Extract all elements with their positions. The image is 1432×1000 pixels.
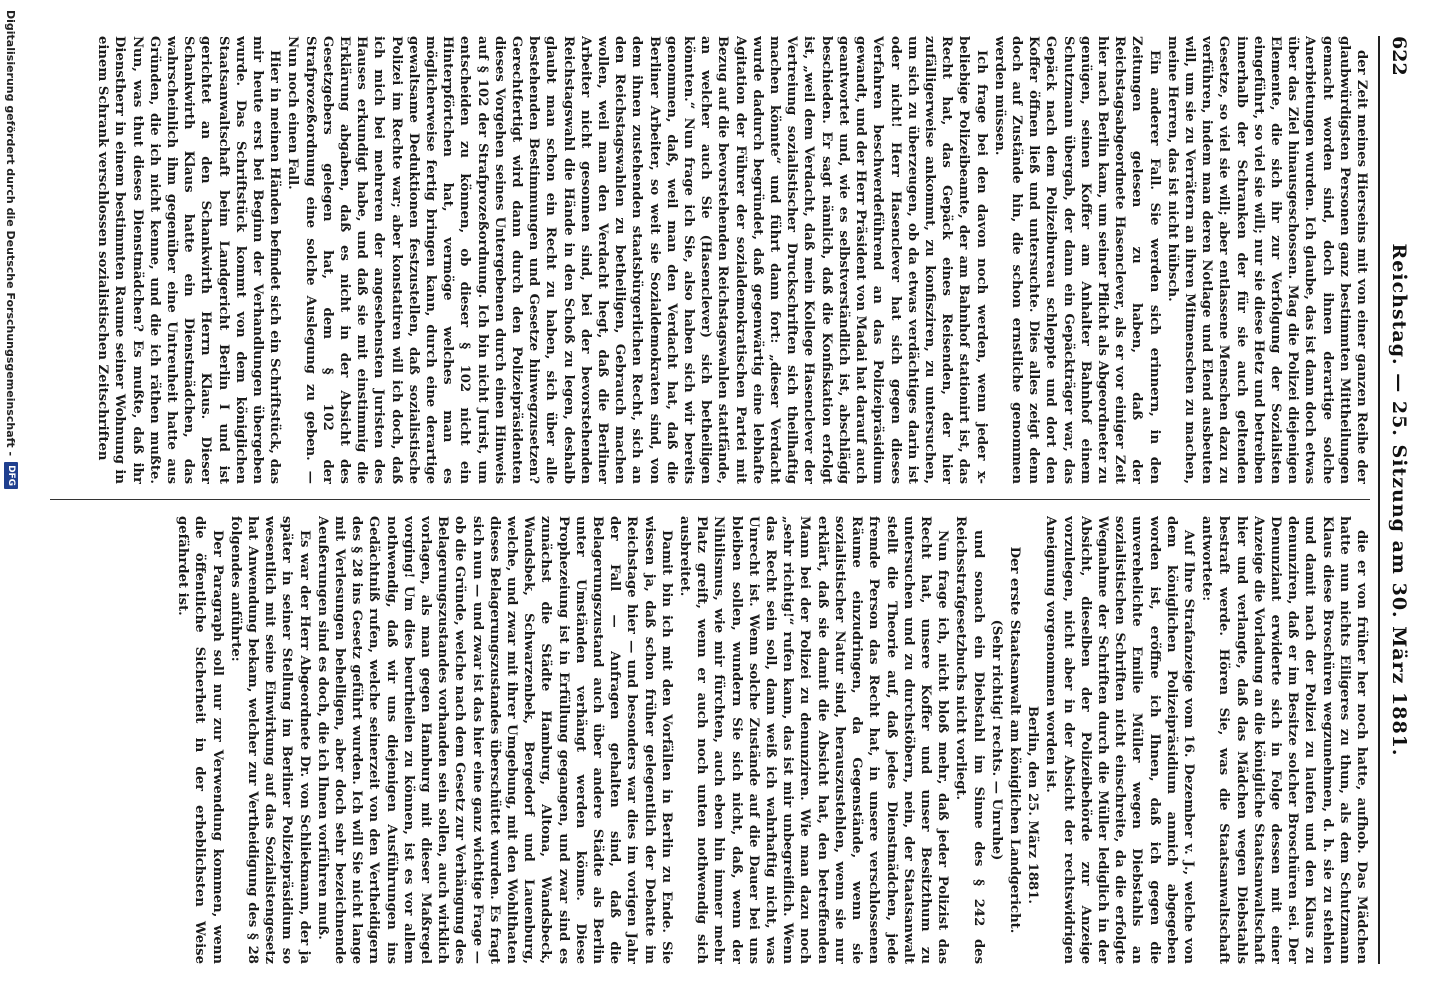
running-head: Reichstag. — 25. Sitzung am 30. März 1881. <box>1388 243 1410 757</box>
paragraph: Ich frage bei den davon noch werden, wenn jeder x-beliebige Polizeibeamte, der am Bahnhof stationirt ist, das Recht hat, das Gepäck eines Reisenden, der hier zufälligerweise ankommt, zu konfisziren, zu untersuchen, um sich zu überzeugen, ob da etwas verdächtiges darin ist oder nicht! Herr Hasenclever hat sich gegen dieses Verfahren beschwerdeführend an das Polizeipräsidium gewandt, und der Herr Präsident von Madai hat darauf auch geantwortet und, wie es selbstverständlich ist, abschlägig beschieden. Er sagt nämlich, daß die Konfiskation erfolgt ist, „weil dem Verdacht, daß mein Kollege Hasenclever der Vertreiung sozialistischer Druckschriften sich theilhaftig machen könnte“ und führt dann fort: „dieser Verdacht wurde dadurch begründet, daß gegenwärtig eine lebhafte Agitation der Führer der sozialdemokratischen Partei mit Bezug auf die bevorstehenden Reichstagswahlen stattfände, an welcher auch Sie (Hasenclever) sich betheiligen könnten.“ Nun frage ich Sie, also haben sich wir bereits genommen, daß, weil man den Verdacht hat, daß die Berliner Arbeiter, so weit sie Sozialdemokraten sind, von dem ihnen zustehenden staatsbürgerlichen Recht, sich an den Reichstagswahlen zu betheiligen, Gebrauch machen wollen, weil man den Verdacht hegt, daß die Berliner Arbeiter nicht gesonnen sind, bei der bevorstehenden Reichstagswahl die Hände in den Schoß zu legen, deshalb glaubt man schon ein Recht zu haben, sich über alle bestehenden Bestimmungen und Gesetze hinwegzusetzen? Gerechtfertigt wird dann durch den Polizeipräsidenten dieses Vorgehen seines Untergebenen durch einen Hinweis auf § 102 der Strafprozeßordnung. Ich bin nicht Jurist, um entscheiden zu können, ob dieser § 102 nicht ein Hinterpförtchen hat, vermöge welches man es möglicherweise fertig bringen kann, durch eine derartige gewaltsame Deduktionen festzustellen, daß sozialistische Polizei im Rechte war; aber konstatiren will ich doch, daß ich mich bei mehreren der angesehensten Juristen des Hauses erkundigt habe, und daß sie mit einstimmig die Erklärung abgaben, daß es nicht in der Absicht des Gesetzgebers gelegen hat, dem § 102 der Strafprozeßordnung eine solche Auslegung zu geben. — Nun noch einen Fall. <box>285 36 989 484</box>
digitization-footer <box>0 0 20 1000</box>
interjection: (Sehr richtig! rechts. — Unruhe) <box>988 619 1004 861</box>
right-column <box>40 516 1370 964</box>
paragraph: Nun frage ich, nicht bloß mehr, daß jeder Polizist das Recht hat, unsere Koffer und unser Besitzthum zu untersuchen und zu durchstöbern, nein, der Staatsanwalt stellt die Theorie auf, daß jedes Dienstmädchen, jede fremde Person das Recht hat, in unsere verschlossenen Räume einzudringen, da Gegenstände, wenn sie sozialistischer Natur sind, herauszustehlen, wenn sie nur erklärt, daß sie damit die Absicht hat, den betreffenden Mann bei der Polizei zu denunziren. Wie man dazu noch „sehr richtig!“ rufen kann, das ist mir unbegreiflich. Wenn das Recht sein soll, dann weiß ich wahrhaftig nicht, was Unrecht ist. Wenn solche Zustände auf die Dauer bei uns bleiben sollen, wundern Sie sich nicht, daß, wenn der Nihilismus, wie mir fürchten, auch eben hin immer mehr Platz greift, wenn er auch noch unten nothwendig sich ausbreitet. <box>677 516 951 964</box>
letter-signature: Der erste Staatsanwalt am königlichen Landgericht. <box>1006 546 1022 934</box>
paragraph: Ein anderer Fall. Sie werden sich erinnern, in den Zeitungen gelesen zu haben, daß der Reichstagsabgeordnete Hasenclever, als er vor einiger Zeit hier nach Berlin kam, um seiner Pflicht als Abgeordneter zu genügen, seinen Koffer am Anhalter Bahnhof einem Schutzmann übergab, der dann ein Gepäckträger war, das Gepäck nach dem Polizeibureau schleppte und dort den Koffer öffnen ließ und untersuchte. Dies alles zeigt denn doch auf Zustände hin, die schon ernstliche genommen werden müssen. <box>991 36 1162 484</box>
header-rule <box>1378 36 1380 964</box>
paragraph: Damit bin ich mit den Vorfällen in Berlin zu Ende. Sie wissen ja, daß schon früher gelegentlich der Debatte im Reichstage hier — und besonders war dies im vorigen Jahr der Fall — Anfragen gehalten sind, daß die Belagerungszustand auch über andere Städte als Berlin unter Umständen verhängt werden könne. Diese Prophezeiung ist in Erfüllung gegangen, und zwar sind es zunächst die Städte Hamburg, Altona, Wandsbeck, Wandsbek, Schwarzenbek, Bergedorf und Lauenburg, welche, und zwar mit ihrer Umgebung, mit den Wohlthaten dieses Belagerungszustandes überschüttet wurden. Es fragt sich nun — und zwar ist das hier eine ganz wichtige Frage — ob die Gründe, welche nach dem Gesetz zur Verhängung des Belagerungszustandes vorhanden sein sollen, auch wirklich vorlagen, als man gegen Hamburg mit dieser Maßregel vorging! Um dies beurtheilen zu können, ist es vor allem nothwendig, daß wir uns diejenigen Ausführungen ins Gedächtniß rufen, welche seinerzeit von den Vertheidigern des § 28 ins Gesetz geführt wurden. Ich will Sie nicht lange mit Verlesungen behelligen, aber doch sehr bezeichnende Aeußerungen sind es doch, die ich Ihnen vorführen muß. <box>314 516 674 964</box>
dfg-logo-icon: DFG <box>4 462 18 489</box>
paragraph: Es war der Herr Abgeordnete Dr. von Schliekmann, der ja später in seiner Stellung im Berliner Polizeipräsidium so wesentlich mit seine Einwirkung auf das Sozialistengesetz hat Anwendung bekam, welcher zur Vertheidigung des § 28 folgendes anführte: <box>227 516 312 964</box>
funding-note: Digitalisierung gefördert durch die Deutsche Forschungsgemeinschaft - <box>4 10 18 457</box>
left-column <box>40 36 1370 484</box>
column-divider <box>50 499 1370 500</box>
quoted-letter: Auf Ihre Strafanzeige vom 16. Dezember v. J., welche von dem königlichen Polizeipräsidium anmich abgegeben worden ist, eröffne ich Ihnen, daß ich gegen die unverehelichte Emilie Müller wegen Diebstahls an sozialistischen Schriften nicht einschreite, da die erfolgte Wegnahme der Schriften durch die Müller lediglich in der Absicht, dieselben der Polizeibehörde zur Anzeige vorzulegen, nicht aber in der Absicht der rechtswidrigen Aneignung vorgenommen worden ist. <box>1043 516 1196 964</box>
paragraph: der Zeit meines Hierseins mit von einer ganzen Reihe der glaubwürdigsten Personen ganz bestimmten Mittheilungen gemacht worden sind, doch ihnen derartige solche Anerbietungen wurden. Ich glaube, das ist dann doch etwas über das Ziel hinausgeschossen. Mag die Polizei diejenigen Elemente, die sich ihr zur Verfolgung der Sozialisten eingeführt, so viel sie will; nur sie diese Hetz und betreiben innerhalb der Schranken der für sie auch geltenden Gesetze, so viel sie will; aber entlassene Menschen dazu zu verführen, indem man deren Notlage und Elend ausbeuten will, um sie zu Verrätern an ihren Mitmenschen zu machen, meine Herren, das ist nicht hübsch. <box>1164 36 1369 484</box>
paragraph: die er von früher her noch hatte, aufhob. Das Mädchen hatte nun nichts Eiligeres zu thun, als dem Schutzmann Klaus diese Broschüren wegzunehmen, d. h. sie zu stehlen und damit nach der Polizei zu laufen und den Klaus zu denunziren, daß er im Besitze solcher Broschüren sei. Der Denunziant erwiderte sich in Folge dessen mit einer Anzeige die Vorladung an die königliche Staatsanwaltschaft hier und verlangte, daß das Mädchen wegen Diebstahls bestraft werde. Hören Sie, was die Staatsanwaltschaft antwortete: <box>1199 516 1369 964</box>
quotation: Der Paragraph soll nur zur Verwendung kommen, wenn die öffentliche Sicherheit in der erheblichsten Weise gefährdet ist. <box>175 516 225 964</box>
paragraph: und sonach ein Diebstahl im Sinne des § 242 des Reichsstrafgesetzbuchs nicht vorliegt. <box>953 516 986 964</box>
paragraph: Hier in meinen Händen befindet sich ein Schriftstück, das mir heute erst bei Beginn der Verhandlungen übergeben wurde. Das Schriftstück kommt von dem königlichen Staatsanwaltschaft beim Landgericht Berlin I und ist gerichtet an den Schankwirth Herrn Klaus. Dieser Schankwirth Klaus hatte ein Dienstmädchen, das wahrscheinlich ihm gegenüber eine Untreuheit hatte aus Gründen, die ich nicht kenne, und die ich räthen mußte. Nun, was thut dieses Dienstmädchen? Es mußte, daß ihr Dienstherr in einem bestimmten Raume seiner Wohnung in einem Schrank verschlossen sozialistischen Zeitschriften <box>95 36 283 484</box>
page-number: 622 <box>1388 36 1410 76</box>
letter-dateline: Berlin, den 25. März 1881. <box>1025 705 1041 904</box>
page-header <box>1384 36 1414 964</box>
funding-note-rotated <box>3 10 19 990</box>
